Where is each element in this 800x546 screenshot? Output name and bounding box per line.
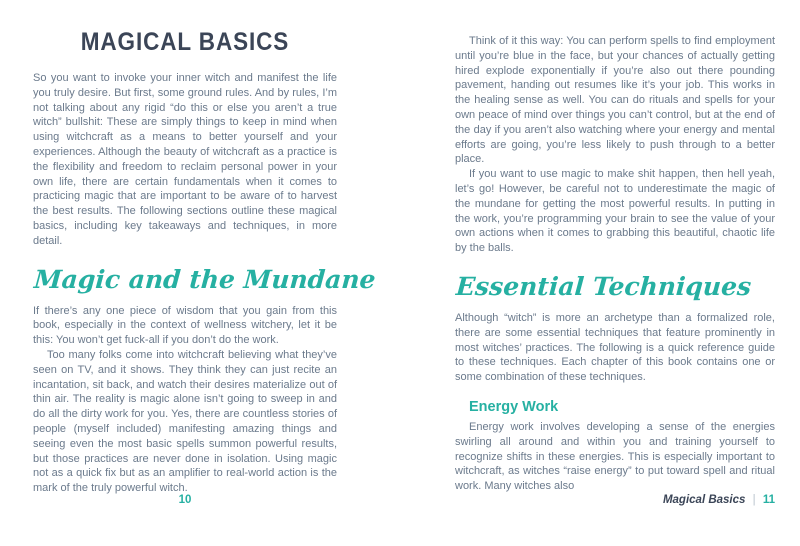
section-heading-essential-techniques: Essential Techniques bbox=[455, 271, 753, 301]
page-number-left: 10 bbox=[178, 494, 192, 506]
body-paragraph: If you want to use magic to make shit happen, then hell yeah, let’s go! However, be careful not to underestimate the magic of the mundane for getting the most powerful results. In putting in the work, you’re programming your brain to see the value of your own actions when it comes to grabbing this beautiful, chaotic life by the balls. bbox=[455, 168, 775, 255]
footer-right bbox=[663, 494, 775, 506]
right-page bbox=[400, 0, 800, 546]
body-paragraph: If there’s any one piece of wisdom that you gain from this book, especially in the context of wellness witchery, let it be this: You won’t get fuck-all if you don’t do the work. bbox=[33, 304, 337, 347]
page-number-right: 11 bbox=[762, 494, 775, 506]
footer-divider: | bbox=[752, 494, 756, 506]
body-paragraph: Think of it this way: You can perform spells to find employment until you’re blue in the face, but your chances of actually getting hired explode exponentially if you’re also out there pounding pavement, handing out resumes like it’s your job. This works in the healing sense as well. You can do rituals and spells for your own peace of mind over things you can’t control, but at the end of the day if you aren’t also watching where your energy and mental efforts are going, you’re less likely to push through to a better place. bbox=[455, 35, 775, 166]
body-paragraph: Too many folks come into witchcraft believing what they’ve seen on TV, and it shows. They think they can just recite an incantation, sit back, and watch their desires materialize out of thin air. The reality is magic alone isn’t going to sweep in and do all the dirty work for you. Yes, there are countless stories of people (myself included) manifesting amazing things and seeing even the most basic spells summon powerful results, but those practices are never done in isolation. Using magic not as a quick fix but as an amplifier to real-world action is the mark of the truly powerful witch. bbox=[33, 348, 337, 495]
body-paragraph: Energy work involves developing a sense of the energies swirling all around and within you and training yourself to recognize shifts in these energies. This is especially important to witchcraft, as witches “raise energy” to put toward spell and ritual work. Many witches also bbox=[455, 420, 775, 493]
running-head: Magical Basics bbox=[662, 494, 746, 506]
body-paragraph: So you want to invoke your inner witch and manifest the life you truly desire. But first, some ground rules. And by rules, I’m not talking about any rigid “do this or else you aren’t a true witch” bullshit: These are simply things to keep in mind when using witchcraft as a means to better yourself and your experiences. Although the beauty of witchcraft as a practice is the flexibility and freedom to reclaim personal power in your own life, there are certain fundamentals when it comes to practicing magic that are important to be aware of to harvest the best results. The following sections outline these magical basics, including key takeaways and techniques, in more detail. bbox=[33, 72, 337, 247]
subsection-heading-energy-work: Energy Work bbox=[469, 398, 559, 415]
section-heading-magic-and-the-mundane: Magic and the Mundane bbox=[33, 264, 377, 294]
chapter-title: MAGICAL BASICS bbox=[80, 28, 290, 56]
body-paragraph: Although “witch” is more an archetype than a formalized role, there are some essential techniques that feature prominently in most witches’ practices. The following is a quick reference guide to these techniques. Each chapter of this book contains one or some combination of these techniques. bbox=[455, 311, 775, 384]
